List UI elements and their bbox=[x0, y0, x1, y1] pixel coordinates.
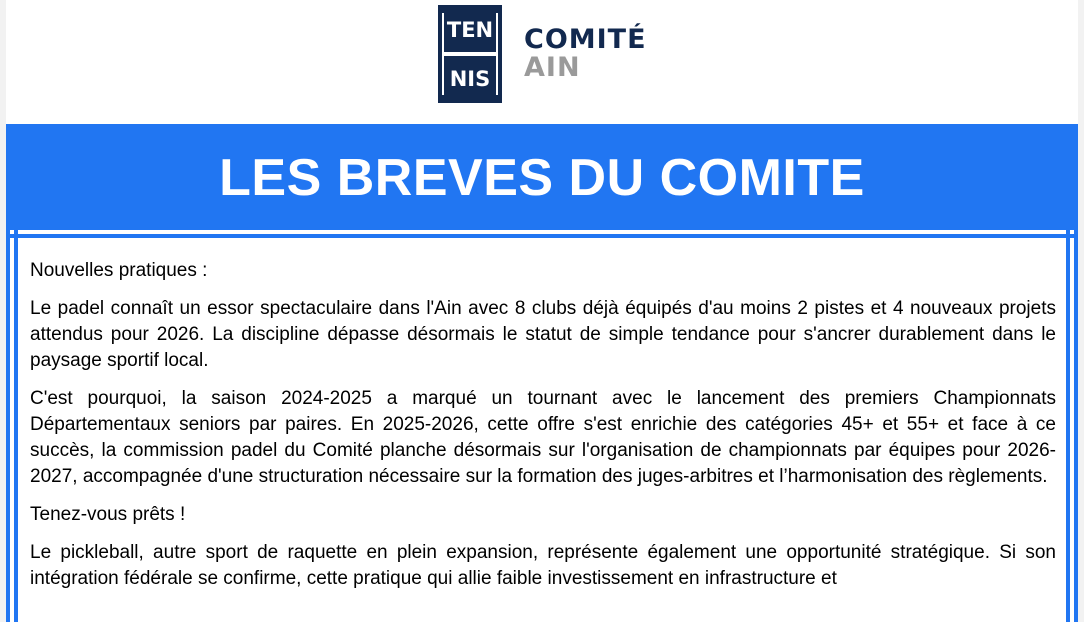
right-border-outer bbox=[1074, 230, 1078, 622]
left-border-outer bbox=[6, 230, 10, 622]
section-heading-new-practices: Nouvelles pratiques : bbox=[30, 260, 208, 281]
article-paragraph: Le pickleball, autre sport de raquette en plein expansion, représente également une opportunité stratégique. Si son intégration fédérale se confirme, cette pratique qui allie faible investissement en infrastructure et bbox=[30, 542, 1056, 589]
newsletter-sheet bbox=[6, 0, 1078, 622]
logo-text bbox=[524, 26, 647, 82]
logo-line-1: TEN bbox=[446, 18, 494, 42]
tennis-comite-logo bbox=[438, 5, 647, 103]
title-banner bbox=[6, 124, 1078, 230]
banner-title: LES BREVES DU COMITE bbox=[219, 149, 865, 207]
logo-region: AIN bbox=[524, 52, 581, 83]
logo-divider bbox=[442, 52, 498, 56]
logo-line-2: NIS bbox=[449, 67, 491, 91]
right-border-inner bbox=[1066, 230, 1070, 622]
article-paragraph: C'est pourquoi, la saison 2024-2025 a marqué un tournant avec le lancement des premiers Championnats Départementaux seniors par paires. En 2025-2026, cette offre s'est enrichie des catégories 45+ et 55+ et face à ce succès, la commission padel du Comité planche désormais sur l'organisation de championnats par équipes pour 2026-2027, accompagnée d'une structuration nécessaire sur la formation des juges-arbitres et l’harmonisation des règlements. bbox=[30, 388, 1056, 487]
article-paragraph: Le padel connaît un essor spectaculaire dans l'Ain avec 8 clubs déjà équipés d'au moins 2 pistes et 4 nouveaux projets attendus pour 2026. La discipline dépasse désormais le statut de simple tendance pour s'ancrer durablement dans le paysage sportif local. bbox=[30, 298, 1056, 371]
tennis-logo-mark bbox=[438, 5, 502, 103]
logo-name: COMITÉ bbox=[524, 24, 647, 55]
left-border-inner bbox=[14, 230, 18, 622]
section-heading-get-ready: Tenez-vous prêts ! bbox=[30, 504, 186, 525]
banner-stripe bbox=[6, 234, 1078, 238]
article-body bbox=[30, 258, 1056, 604]
